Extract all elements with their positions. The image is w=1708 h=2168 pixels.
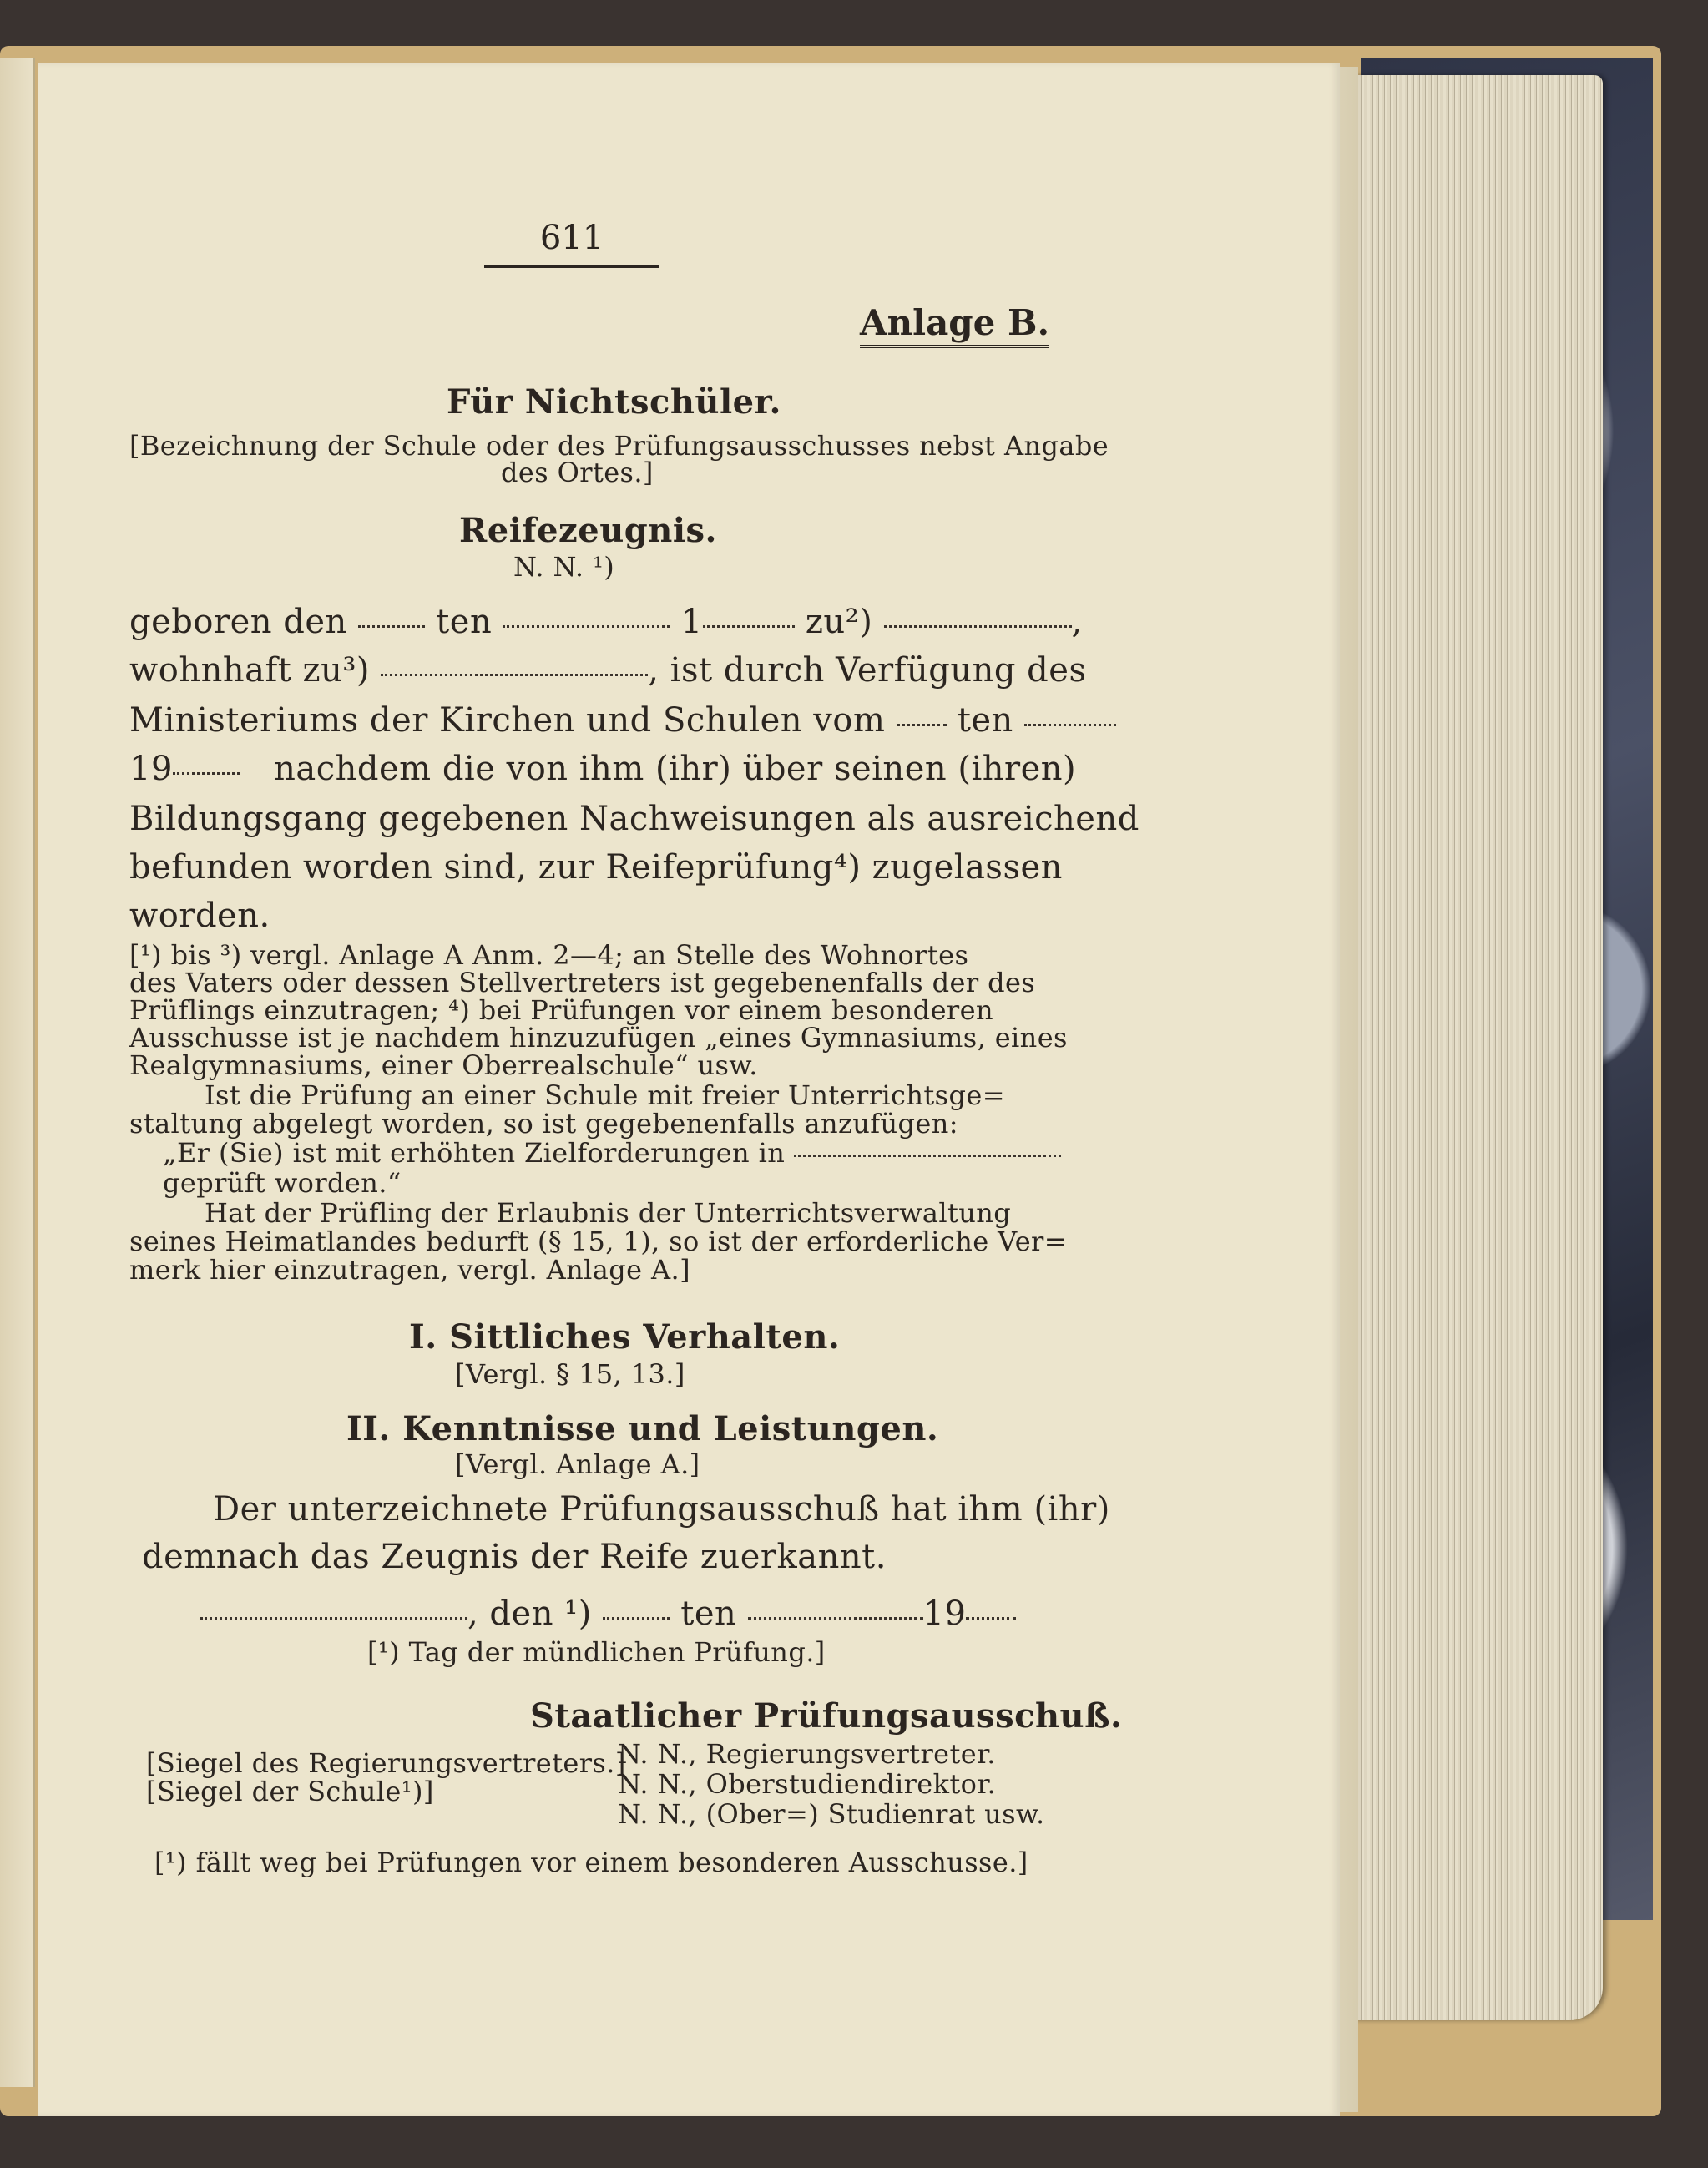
blank-exam-year — [966, 1616, 1016, 1620]
verdict-line-2: demnach das Zeugnis der Reife zuerkannt. — [142, 1538, 887, 1576]
body-line-1: geboren den ten 1 zu²) , — [129, 603, 1083, 641]
blank-decree-day — [897, 723, 947, 726]
note-line-8: „Er (Sie) ist mit erhöhten Zielforderungen in — [163, 1137, 1061, 1169]
body-line-4: 19 nachdem die von ihm (ihr) über seinen (ihren) — [129, 750, 1077, 788]
body-line-2: wohnhaft zu³) , ist durch Verfügung des — [129, 651, 1087, 690]
note-line-1: [¹) bis ³) vergl. Anlage A Anm. 2—4; an Stelle des Wohnortes — [129, 939, 969, 971]
designation-line-1: [Bezeichnung der Schule oder des Prüfungsausschusses nebst Angabe — [129, 430, 1109, 462]
blank-place — [200, 1616, 467, 1620]
note-line-9: geprüft worden.“ — [163, 1167, 402, 1199]
signatory-2: N. N., Oberstudiendirektor. — [618, 1768, 997, 1800]
section-knowledge: II. Kenntnisse und Leistungen. — [346, 1409, 939, 1448]
blank-residence — [381, 673, 648, 676]
signatory-1: N. N., Regierungsvertreter. — [618, 1738, 996, 1770]
body-line-6: befunden worden sind, zur Reifeprüfung⁴) zugelassen — [129, 848, 1063, 887]
blank-decree-year — [173, 771, 240, 775]
note-line-3: Prüflings einzutragen; ⁴) bei Prüfungen vor einem besonderen — [129, 994, 993, 1026]
date-line: , den ¹) ten 19 — [200, 1594, 1016, 1633]
blank-subjects — [794, 1154, 1061, 1157]
blank-day — [358, 624, 425, 628]
body-line-5: Bildungsgang gegebenen Nachweisungen als ausreichend — [129, 800, 1140, 838]
blank-year — [703, 624, 795, 628]
appendix-label: Anlage B. — [860, 302, 1049, 348]
heading: Für Nichtschüler. — [447, 382, 781, 422]
seal-government: [Siegel des Regierungsvertreters.] — [146, 1747, 626, 1779]
note-line-4: Ausschusse ist je nachdem hinzuzufügen „eines Gymnasiums, eines — [129, 1022, 1068, 1054]
date-note: [¹) Tag der mündlichen Prüfung.] — [367, 1636, 826, 1668]
name-placeholder: N. N. ¹) — [513, 551, 615, 583]
section-knowledge-ref: [Vergl. Anlage A.] — [455, 1448, 700, 1480]
blank-month — [503, 624, 670, 628]
seal-school: [Siegel der Schule¹)] — [146, 1776, 434, 1807]
designation-line-2: des Ortes.] — [501, 457, 654, 488]
note-line-2: des Vaters oder dessen Stellvertreters ist gegebenenfalls der des — [129, 967, 1036, 998]
note-line-7: staltung abgelegt worden, so ist gegebenenfalls anzufügen: — [129, 1108, 958, 1140]
body-line-3: Ministeriums der Kirchen und Schulen vom ten — [129, 701, 1116, 740]
page-number: 611 — [484, 219, 659, 268]
committee-heading: Staatlicher Prüfungsausschuß. — [530, 1696, 1123, 1736]
signatory-3: N. N., (Ober=) Studienrat usw. — [618, 1798, 1045, 1830]
section-conduct-ref: [Vergl. § 15, 13.] — [455, 1358, 685, 1390]
blank-decree-month — [1024, 723, 1116, 726]
blank-birthplace — [884, 624, 1072, 628]
blank-exam-day — [603, 1616, 670, 1620]
verdict-line-1: Der unterzeichnete Prüfungsausschuß hat ihm (ihr) — [213, 1490, 1110, 1529]
final-note: [¹) fällt weg bei Prüfungen vor einem besonderen Ausschusse.] — [154, 1847, 1028, 1878]
blank-exam-month — [748, 1616, 923, 1620]
note-line-11: seines Heimatlandes bedurft (§ 15, 1), so ist der erforderliche Ver= — [129, 1226, 1067, 1257]
section-conduct: I. Sittliches Verhalten. — [409, 1317, 841, 1357]
body-line-7: worden. — [129, 897, 270, 935]
note-line-5: Realgymnasiums, einer Oberrealschule“ usw. — [129, 1049, 758, 1081]
left-page-edge — [0, 58, 35, 2087]
note-line-6: Ist die Prüfung an einer Schule mit freier Unterrichtsge= — [205, 1079, 1005, 1111]
document-title: Reifezeugnis. — [459, 511, 717, 550]
note-line-10: Hat der Prüfling der Erlaubnis der Unterrichtsverwaltung — [205, 1197, 1012, 1229]
note-line-12: merk hier einzutragen, vergl. Anlage A.] — [129, 1254, 691, 1286]
page-edges — [1352, 75, 1603, 2020]
